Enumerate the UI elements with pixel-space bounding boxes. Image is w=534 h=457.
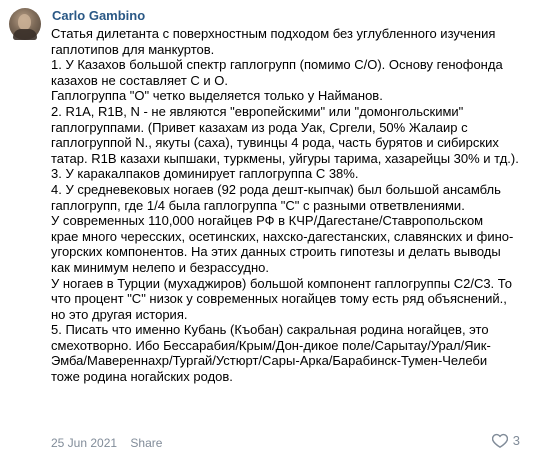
like-count: 3 — [512, 433, 520, 448]
avatar-shoulders — [13, 29, 37, 40]
comment-line: татар. R1B казахи кыпшаки, туркмены, уйгуры тарима, хазарейцы 30% и тд.). — [51, 150, 519, 166]
comment-line: смехотворно. Ибо Бессарабия/Крым/Дон-дикое поле/Сарытау/Урал/Яик- — [51, 337, 491, 353]
comment-line: 5. Писать что именно Кубань (Къобан) сакральная родина ногайцев, это — [51, 322, 489, 338]
comment-line: тоже родина ногайских родов. — [51, 369, 233, 385]
comment-line: У ногаев в Турции (мухаджиров) большой компонент гаплогруппы С2/С3. То — [51, 275, 512, 291]
comment-line: гаплогруппами. (Привет казахам из рода Уак, Сргели, 50% Жалаир с — [51, 119, 468, 135]
comment-line: казахов не составляет С и О. — [51, 72, 228, 88]
comment-line: крае много чересских, осетинских, нахско-дагестанских, славянских и фино- — [51, 228, 514, 244]
comment-line: что процент "С" низок у современных ногайцев тому есть ряд объяснений., — [51, 291, 507, 307]
comment-line: гаплотипов для манкуртов. — [51, 41, 215, 57]
comment-line: У современных 110,000 ногайцев РФ в КЧР/Дагестане/Ставропольском — [51, 213, 484, 229]
avatar-face — [18, 14, 31, 30]
comment-line: гаплогрупп, где 1/4 была гаплогруппа "С" с разными ответвлениями. — [51, 197, 465, 213]
comment-line: Статья дилетанта с поверхностным подходом без углубленного изучения — [51, 26, 496, 41]
heart-icon — [492, 433, 508, 448]
comment-line: как минимум нелепо и безрассудно. — [51, 259, 270, 275]
comment-line: 3. У каракалпаков доминирует гаплогруппа С 38%. — [51, 166, 359, 182]
comment-line: Эмба/Мавереннахр/Тургай/Устюрт/Сары-Арка/Барабинск-Тумен-Челеби — [51, 353, 488, 369]
comment-line: гаплогруппой N., якуты (саха), тувинцы 4 рода, часть бурятов и сибирских — [51, 135, 499, 151]
comment-line: 1. У Казахов большой спектр гаплогрупп (помимо С/О). Основу генофонда — [51, 57, 503, 73]
comment-footer — [51, 435, 162, 451]
like-button[interactable] — [492, 433, 520, 448]
comment-line: Гаплогруппа "О" четко выделяется только у Найманов. — [51, 88, 383, 104]
author-name[interactable]: Carlo Gambino — [52, 8, 146, 23]
comment-date[interactable]: 25 Jun 2021 — [51, 436, 118, 450]
avatar[interactable] — [9, 8, 41, 40]
comment-line: 2. R1A, R1B, N - не являются "европейскими" или "домонгольскими" — [51, 103, 464, 119]
comment-text — [51, 26, 527, 385]
comment-line: угорских компонентов. На этих данных строить гипотезы и делать выводы — [51, 244, 501, 260]
comment-line: 4. У средневековых ногаев (92 рода дешт-кыпчак) был большой ансамбль — [51, 181, 501, 197]
comment-line: но это другая история. — [51, 306, 188, 322]
share-button[interactable]: Share — [130, 436, 163, 450]
